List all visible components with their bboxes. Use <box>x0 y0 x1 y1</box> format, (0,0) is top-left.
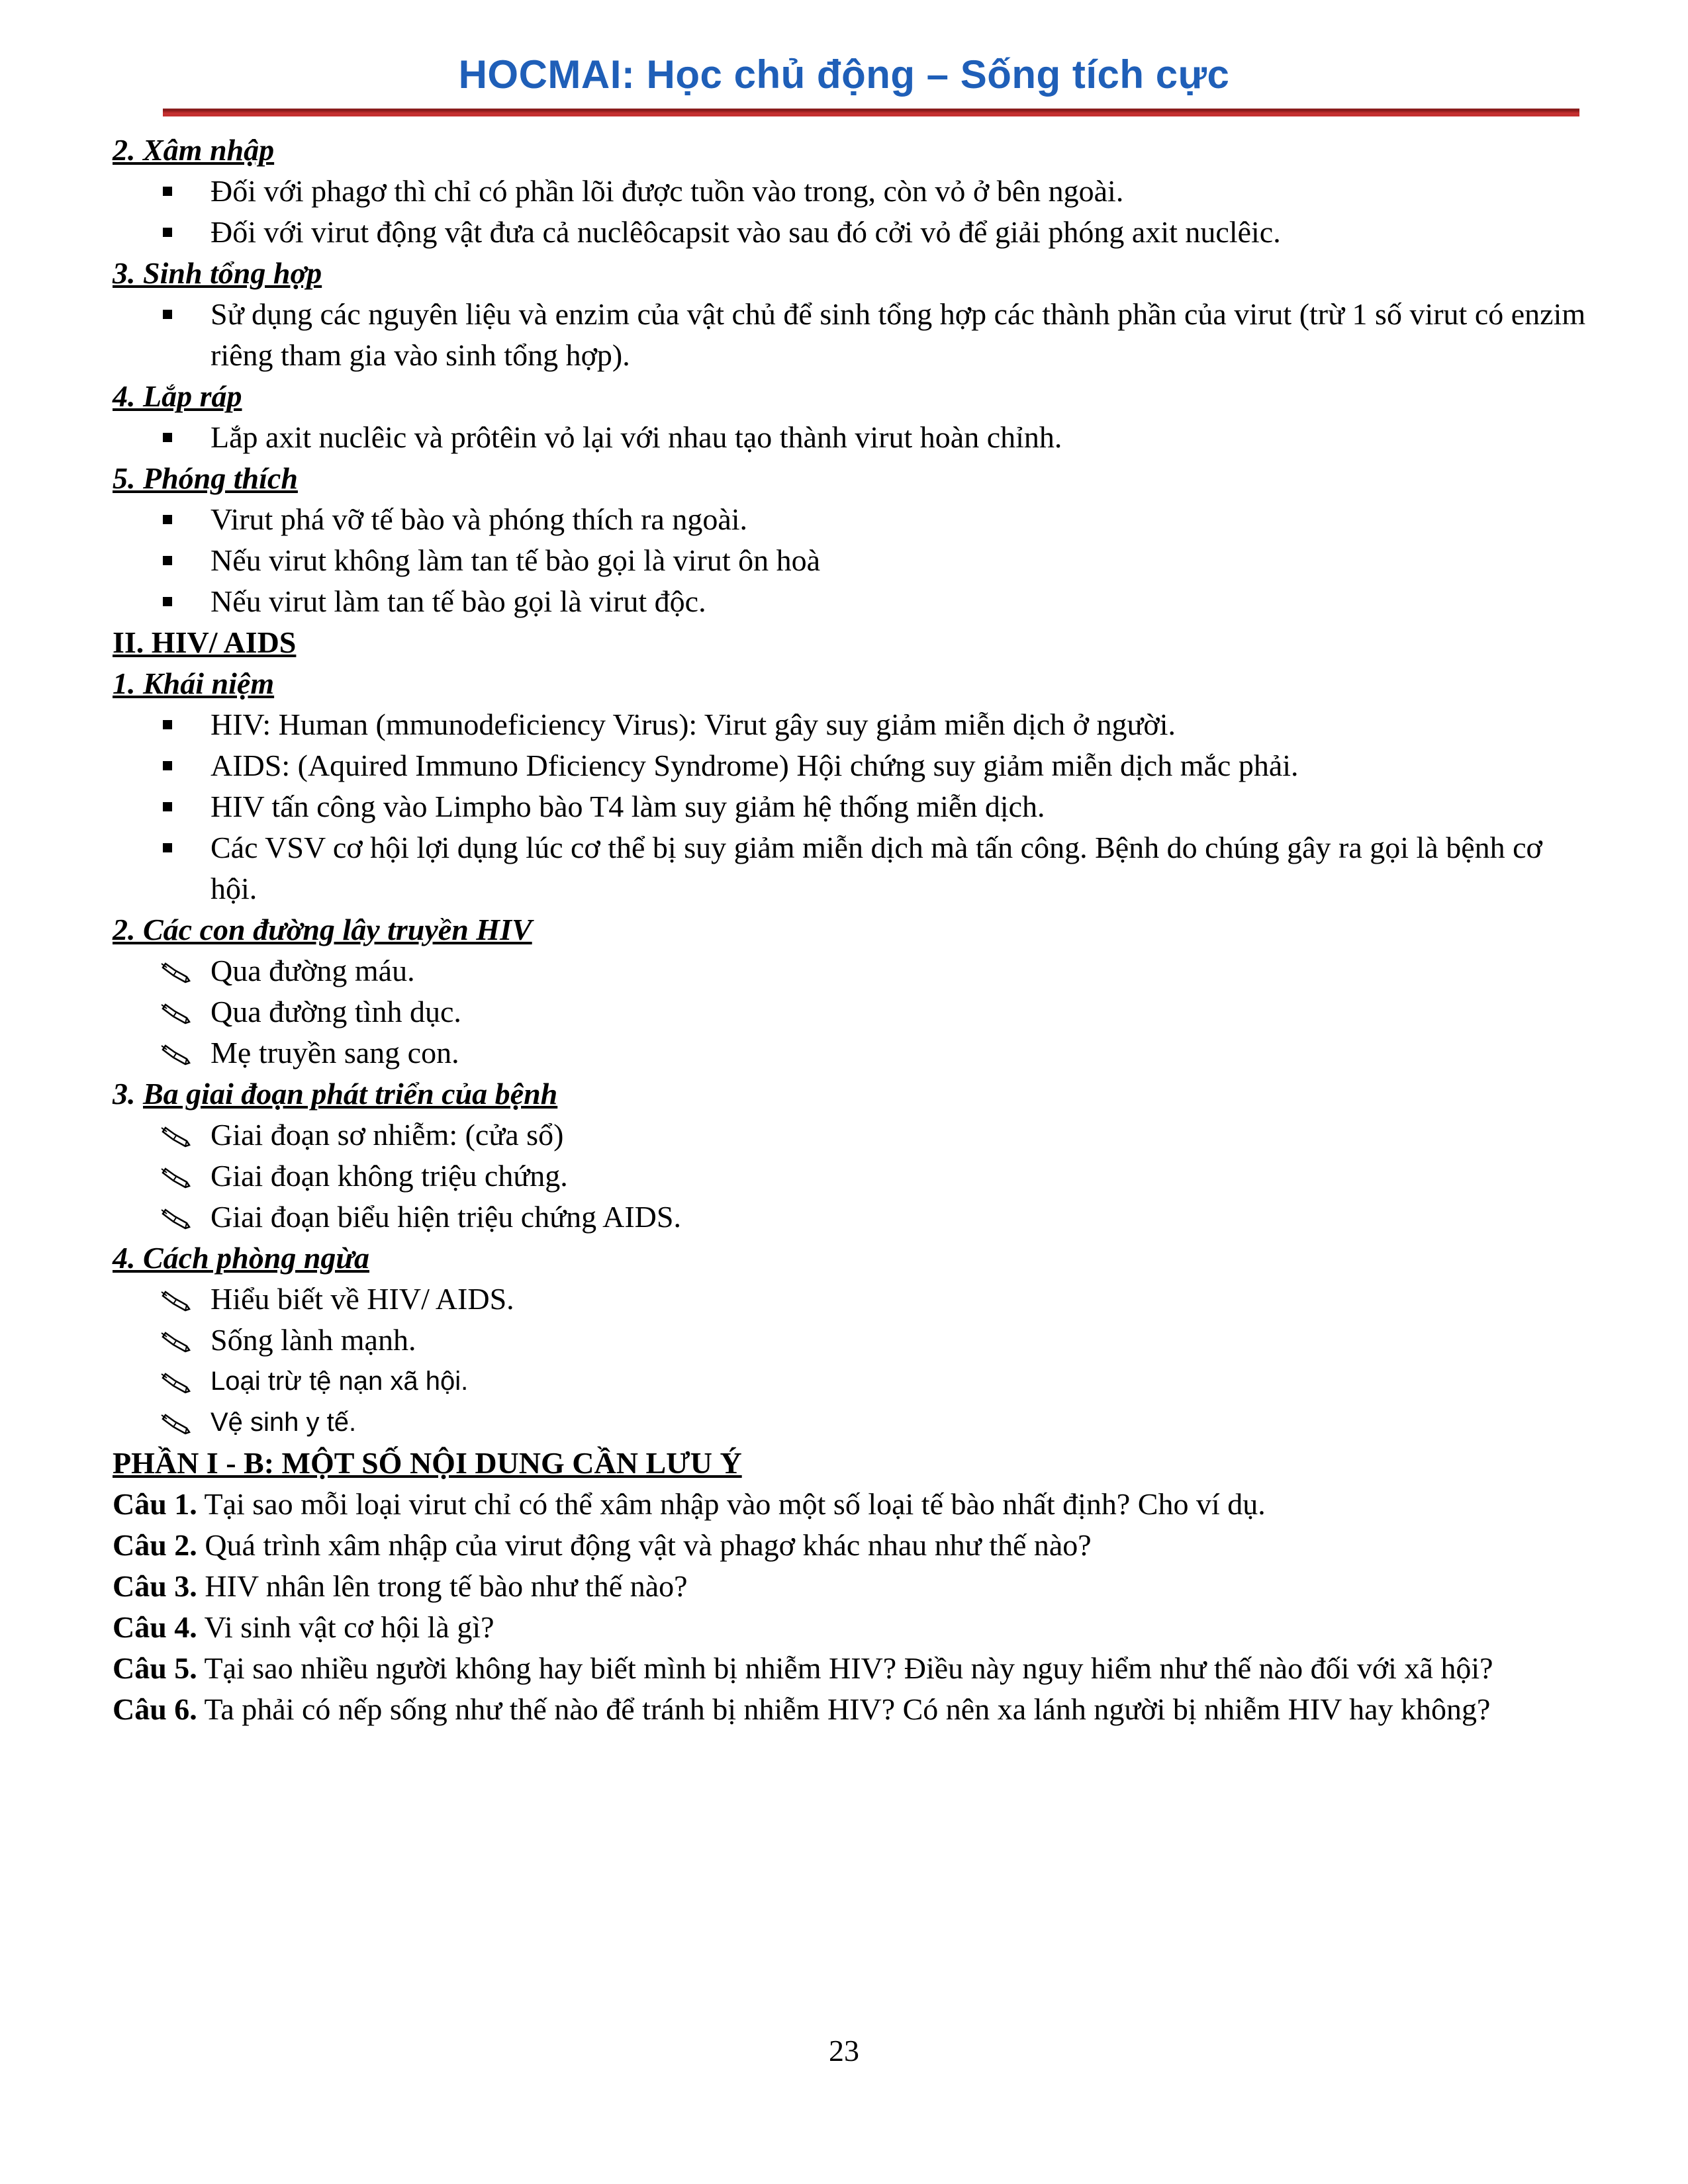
list-item-text: Loại trừ tệ nạn xã hội. <box>211 1367 469 1396</box>
question-1 <box>113 1484 1589 1525</box>
list-item-text: Giai đoạn sơ nhiễm: (cửa sổ) <box>211 1118 564 1152</box>
list-item: HIV: Human (mmunodeficiency Virus): Virut gây suy giảm miễn dịch ở người. <box>113 704 1589 745</box>
heading-phong-thich: 5. Phóng thích <box>113 461 298 495</box>
heading-part-b: PHẦN I - B: MỘT SỐ NỘI DUNG CẦN LƯU Ý <box>113 1446 742 1480</box>
list-item <box>113 991 1589 1032</box>
list-item-text: Mẹ truyền sang con. <box>211 1036 459 1069</box>
header-title: HOCMAI: Học chủ động – Sống tích cực <box>458 52 1230 97</box>
list-item <box>113 1361 1589 1402</box>
list-item: Nếu virut làm tan tế bào gọi là virut độc. <box>113 581 1589 622</box>
list-item-text: Qua đường tình dục. <box>211 995 461 1028</box>
list-item: Đối với phagơ thì chỉ có phần lõi được tuồn vào trong, còn vỏ ở bên ngoài. <box>113 171 1589 212</box>
question-4 <box>113 1607 1589 1648</box>
question-label: Câu 5. <box>113 1651 197 1685</box>
writing-hand-icon <box>160 1038 192 1069</box>
list-item: Đối với virut động vật đưa cả nuclêôcapsit vào sau đó cởi vỏ để giải phóng axit nuclêic. <box>113 212 1589 253</box>
heading-text: Ba giai đoạn phát triển của bệnh <box>143 1077 558 1111</box>
page-content <box>113 130 1589 1730</box>
list-lap-rap <box>113 417 1589 458</box>
list-item: Các VSV cơ hội lợi dụng lúc cơ thể bị suy giảm miễn dịch mà tấn công. Bệnh do chúng gây ra gọi là bệnh cơ hội. <box>113 827 1589 909</box>
question-2 <box>113 1525 1589 1566</box>
writing-hand-icon <box>160 1161 192 1193</box>
list-item <box>113 1032 1589 1073</box>
list-sinh-tong-hop <box>113 294 1589 376</box>
list-item <box>113 1197 1589 1238</box>
list-item: HIV tấn công vào Limpho bào T4 làm suy giảm hệ thống miễn dịch. <box>113 786 1589 827</box>
list-item: Virut phá vỡ tế bào và phóng thích ra ngoài. <box>113 499 1589 540</box>
list-item: Lắp axit nuclêic và prôtêin vỏ lại với nhau tạo thành virut hoàn chỉnh. <box>113 417 1589 458</box>
question-text: HIV nhân lên trong tế bào như thế nào? <box>197 1569 688 1603</box>
list-item: Sử dụng các nguyên liệu và enzim của vật chủ để sinh tổng hợp các thành phần của virut (trừ 1 số virut có enzim riêng tham gia vào sinh tổng hợp). <box>113 294 1589 376</box>
list-item-text: Vệ sinh y tế. <box>211 1408 357 1437</box>
list-item: AIDS: (Aquired Immuno Dficiency Syndrome) Hội chứng suy giảm miễn dịch mắc phải. <box>113 745 1589 786</box>
writing-hand-icon <box>160 1120 192 1152</box>
writing-hand-icon <box>160 1407 192 1439</box>
question-6 <box>113 1689 1589 1730</box>
question-text: Tại sao mỗi loại virut chỉ có thể xâm nhập vào một số loại tế bào nhất định? Cho ví dụ. <box>197 1487 1266 1521</box>
list-phong-thich <box>113 499 1589 622</box>
writing-hand-icon <box>160 1284 192 1316</box>
heading-giai-doan <box>113 1073 1589 1115</box>
heading-sinh-tong-hop: 3. Sinh tổng hợp <box>113 256 322 290</box>
question-text: Tại sao nhiều người không hay biết mình bị nhiễm HIV? Điều này nguy hiểm như thế nào đối với xã hội? <box>197 1651 1493 1685</box>
heading-lap-rap: 4. Lắp ráp <box>113 379 242 413</box>
heading-phong-ngua: 4. Cách phòng ngừa <box>113 1241 369 1275</box>
list-phong-ngua <box>113 1279 1589 1443</box>
list-item-text: Sống lành mạnh. <box>211 1323 416 1357</box>
writing-hand-icon <box>160 1202 192 1234</box>
list-xam-nhap <box>113 171 1589 253</box>
heading-khai-niem: 1. Khái niệm <box>113 666 275 700</box>
list-item-text: Giai đoạn biểu hiện triệu chứng AIDS. <box>211 1200 681 1234</box>
writing-hand-icon <box>160 956 192 987</box>
question-text: Quá trình xâm nhập của virut động vật và phagơ khác nhau như thế nào? <box>197 1528 1092 1562</box>
list-item <box>113 950 1589 991</box>
header-divider <box>163 109 1579 116</box>
writing-hand-icon <box>160 1325 192 1357</box>
list-item <box>113 1279 1589 1320</box>
question-label: Câu 2. <box>113 1528 197 1562</box>
list-khai-niem <box>113 704 1589 909</box>
question-3 <box>113 1566 1589 1607</box>
question-label: Câu 3. <box>113 1569 197 1603</box>
list-item-text: Giai đoạn không triệu chứng. <box>211 1159 568 1193</box>
list-item-text: Qua đường máu. <box>211 954 415 987</box>
list-con-duong-lay-truyen <box>113 950 1589 1073</box>
heading-number: 3. <box>113 1077 143 1111</box>
list-item <box>113 1402 1589 1443</box>
heading-con-duong-lay-truyen: 2. Các con đường lây truyền HIV <box>113 913 532 946</box>
heading-xam-nhap: 2. Xâm nhập <box>113 133 275 167</box>
question-label: Câu 6. <box>113 1692 197 1726</box>
list-item-text: Hiểu biết về HIV/ AIDS. <box>211 1282 514 1316</box>
question-text: Ta phải có nếp sống như thế nào để tránh bị nhiễm HIV? Có nên xa lánh người bị nhiễm HIV hay không? <box>197 1692 1491 1726</box>
question-text: Vi sinh vật cơ hội là gì? <box>197 1610 494 1644</box>
list-item: Nếu virut không làm tan tế bào gọi là virut ôn hoà <box>113 540 1589 581</box>
list-item <box>113 1156 1589 1197</box>
list-giai-doan <box>113 1115 1589 1238</box>
list-item <box>113 1320 1589 1361</box>
list-item <box>113 1115 1589 1156</box>
question-label: Câu 1. <box>113 1487 197 1521</box>
page-number: 23 <box>829 2034 859 2068</box>
writing-hand-icon <box>160 997 192 1028</box>
heading-hiv-aids: II. HIV/ AIDS <box>113 625 297 659</box>
question-5 <box>113 1648 1589 1689</box>
question-label: Câu 4. <box>113 1610 197 1644</box>
writing-hand-icon <box>160 1366 192 1398</box>
